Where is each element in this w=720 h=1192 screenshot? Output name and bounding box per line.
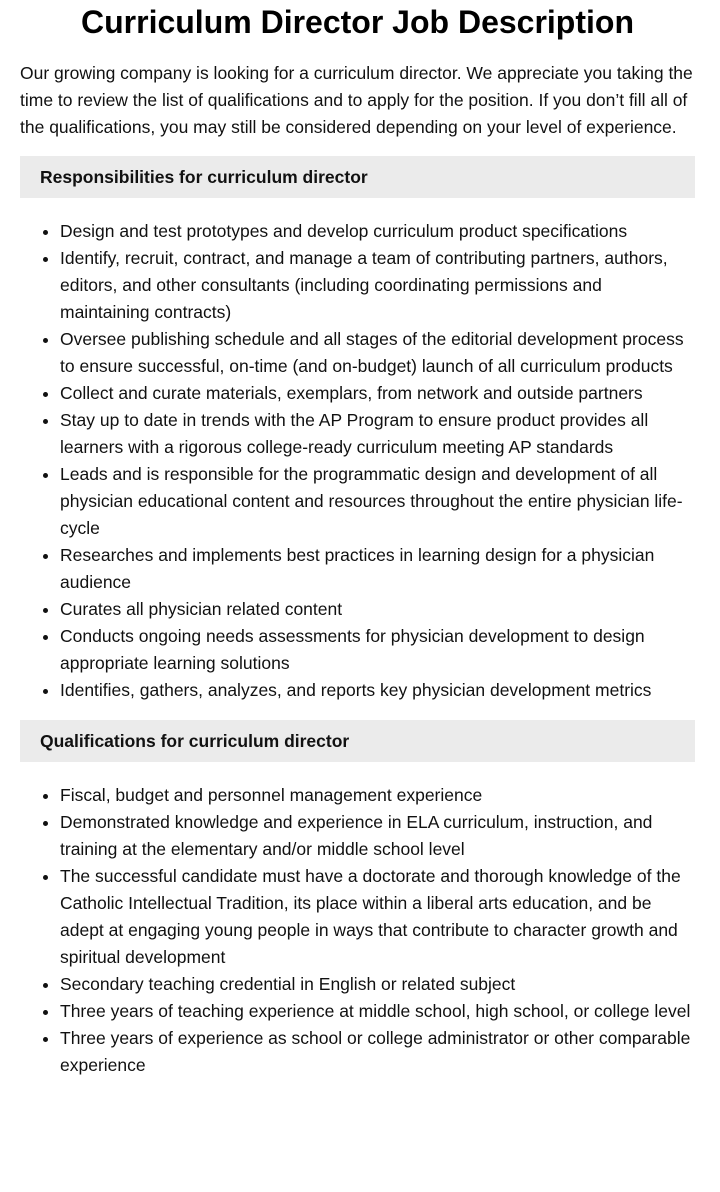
responsibilities-list <box>20 218 695 704</box>
list-item: • Secondary teaching credential in English or related subject <box>60 971 695 998</box>
list-item: • Conducts ongoing needs assessments for physician development to design appropriate learning solutions <box>60 623 695 677</box>
list-item: • The successful candidate must have a doctorate and thorough knowledge of the Catholic Intellectual Tradition, its place within a liberal arts education, and be adept at engaging young people in ways that contribute to character growth and spiritual development <box>60 863 695 971</box>
page-title: Curriculum Director Job Description <box>81 4 634 40</box>
list-item: • Identifies, gathers, analyzes, and reports key physician development metrics <box>60 677 695 704</box>
list-item: • Fiscal, budget and personnel management experience <box>60 782 695 809</box>
list-item: • Three years of experience as school or college administrator or other comparable experience <box>60 1025 695 1079</box>
list-item: • Leads and is responsible for the programmatic design and development of all physician educational content and resources throughout the entire physician life-cycle <box>60 461 695 542</box>
list-item: • Collect and curate materials, exemplars, from network and outside partners <box>60 380 695 407</box>
list-item: • Three years of teaching experience at middle school, high school, or college level <box>60 998 695 1025</box>
qualifications-heading: Qualifications for curriculum director <box>20 720 695 762</box>
intro-paragraph: Our growing company is looking for a curriculum director. We appreciate you taking the time to review the list of qualifications and to apply for the position. If you don’t fill all of the qualifications, you may still be considered depending on your level of experience. <box>20 63 693 137</box>
list-item: • Demonstrated knowledge and experience in ELA curriculum, instruction, and training at the elementary and/or middle school level <box>60 809 695 863</box>
list-item: • Stay up to date in trends with the AP Program to ensure product provides all learners with a rigorous college-ready curriculum meeting AP standards <box>60 407 695 461</box>
responsibilities-heading: Responsibilities for curriculum director <box>20 156 695 198</box>
qualifications-list <box>20 782 695 1079</box>
list-item: • Researches and implements best practices in learning design for a physician audience <box>60 542 695 596</box>
list-item: • Oversee publishing schedule and all stages of the editorial development process to ensure successful, on-time (and on-budget) launch of all curriculum products <box>60 326 695 380</box>
list-item: • Design and test prototypes and develop curriculum product specifications <box>60 218 695 245</box>
list-item: • Curates all physician related content <box>60 596 695 623</box>
list-item: • Identify, recruit, contract, and manage a team of contributing partners, authors, editors, and other consultants (including coordinating permissions and maintaining contracts) <box>60 245 695 326</box>
